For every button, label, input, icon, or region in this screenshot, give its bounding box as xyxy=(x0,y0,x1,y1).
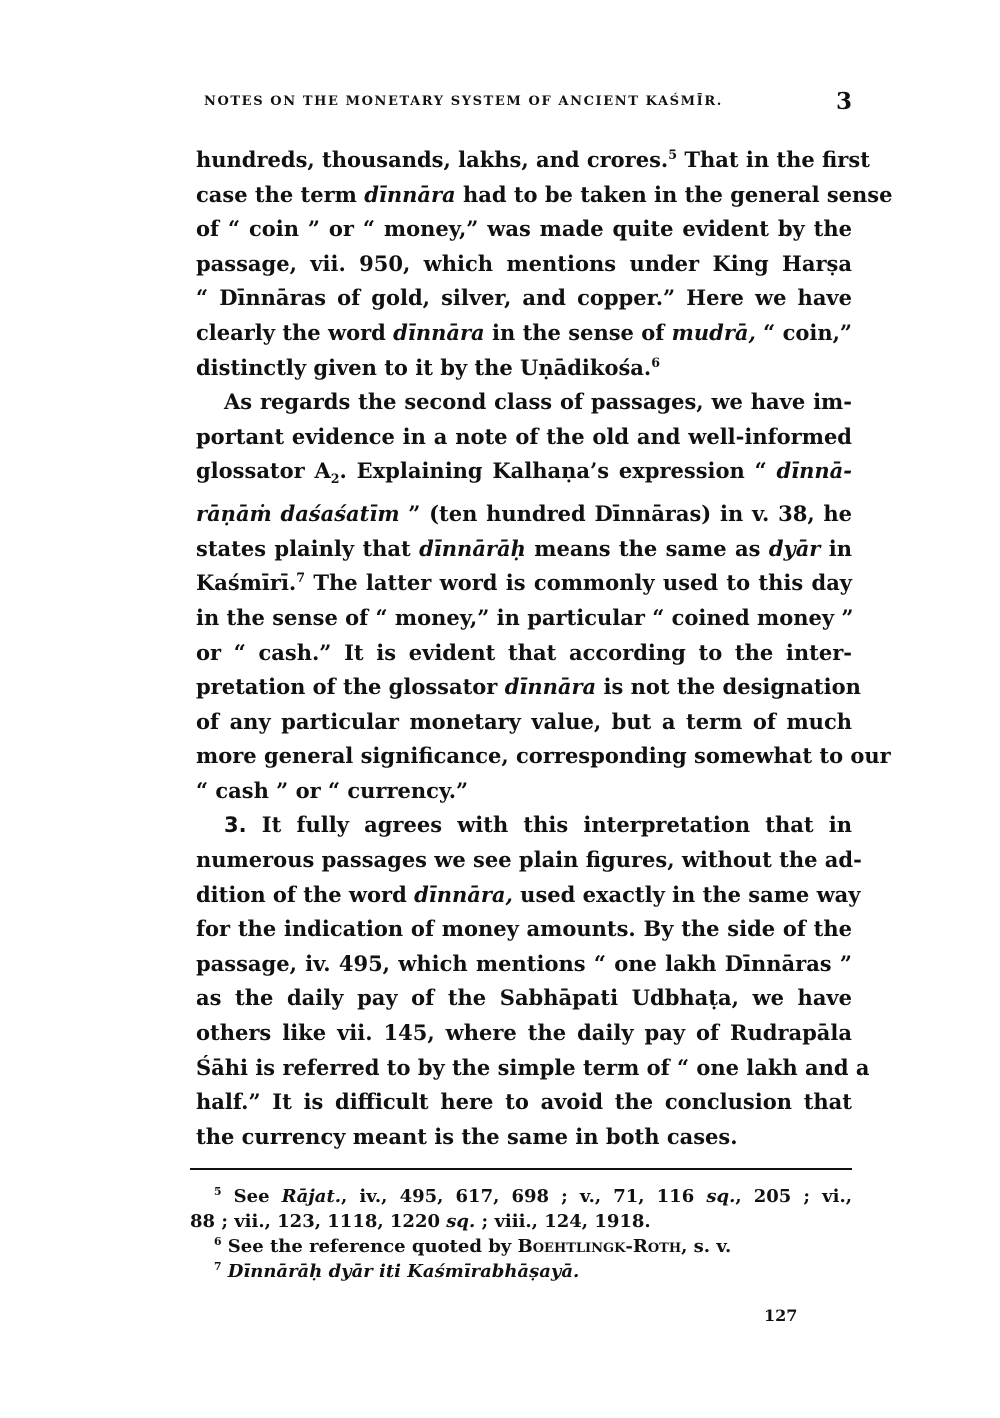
text-line: numerous passages we see plain figures, without the ad- xyxy=(196,847,862,873)
footnote-ref: 5 xyxy=(668,147,678,162)
text-line: states plainly that dīnnārāḥ means the same as dyār in xyxy=(196,535,852,561)
footnote-ref: 6 xyxy=(651,354,660,370)
page-header xyxy=(196,90,852,116)
footnote-ref: 7 xyxy=(296,570,305,586)
footnote-divider xyxy=(190,1168,852,1170)
text-line: clearly the word dīnnāra in the sense of mudrā, “ coin,” xyxy=(196,319,852,345)
text-line: the currency meant is the same in both cases. xyxy=(196,1123,738,1149)
footnote-5-cont: 88 ; vii., 123, 1118, 1220 sq. ; viii., 124, 1918. xyxy=(190,1211,651,1232)
running-head: NOTES ON THE MONETARY SYSTEM OF ANCIENT KAŚMĪR. xyxy=(204,94,723,109)
section-number: 3. xyxy=(224,813,247,838)
text-line: portant evidence in a note of the old and well-informed xyxy=(196,423,852,449)
text-line: for the indication of money amounts. By the side of the xyxy=(196,916,852,942)
text-line: pretation of the glossator dīnnāra is not the designation xyxy=(196,674,861,700)
body-text xyxy=(196,143,893,1154)
text-line: case the term dīnnāra had to be taken in the general sense xyxy=(196,181,893,207)
footnote-5: $^5$ See Rājat., iv., 495, 617, 698 ; v., 71, 116 sq., 205 ; vi., xyxy=(214,1185,853,1207)
text-line: Kaśmīrī.$^7$ The latter word is commonly used to this day xyxy=(196,570,852,596)
text-line: of any particular monetary value, but a term of much xyxy=(196,708,852,734)
folio-number: 127 xyxy=(764,1306,798,1325)
text-line: glossator $A_2$. Explaining Kalhaṇa’s expression “ dīnnā- xyxy=(196,458,852,487)
text-line: of “ coin ” or “ money,” was made quite evident by the xyxy=(196,216,852,242)
text-line: passage, vii. 950, which mentions under King Harṣa xyxy=(196,250,852,276)
text-line: others like vii. 145, where the daily pay of Rudrapāla xyxy=(196,1020,852,1046)
footnotes xyxy=(190,1184,852,1284)
text-line: rāṇāṁ daśaśatīm ” (ten hundred Dīnnāras) in v. 38, he xyxy=(196,501,853,527)
footnote-7: $^7$ Dīnnārāḥ dyār iti Kaśmīrabhāṣayā. xyxy=(214,1260,580,1282)
text-line: As regards the second class of passages, we have im- xyxy=(224,389,852,415)
text-line: hundreds, thousands, lakhs, and crores.$^5$ That in the first xyxy=(196,147,870,172)
text-line: distinctly given to it by the Uṇādikośa.$^6$ xyxy=(196,354,660,380)
text-line: half.” It is difficult here to avoid the conclusion that xyxy=(196,1089,852,1115)
text-line: “ cash ” or “ currency.” xyxy=(196,777,469,803)
text-line: as the daily pay of the Sabhāpati Udbhaṭa, we have xyxy=(196,985,852,1011)
page-number: 3 xyxy=(835,88,852,115)
text-line: in the sense of “ money,” in particular “ coined money ” xyxy=(196,604,854,630)
text-line: Śāhi is referred to by the simple term of “ one lakh and a xyxy=(196,1054,870,1080)
text-line: 3. It fully agrees with this interpretation that in xyxy=(224,812,852,838)
text-line: passage, iv. 495, which mentions “ one lakh Dīnnāras ” xyxy=(196,950,852,976)
text-line: “ Dīnnāras of gold, silver, and copper.” Here we have xyxy=(196,285,852,311)
text-line: more general significance, corresponding somewhat to our xyxy=(196,743,891,769)
text-line: or “ cash.” It is evident that according to the inter- xyxy=(196,639,852,665)
footnote-6: $^6$ See the reference quoted by Boehtlingk-Roth, s. v. xyxy=(214,1235,732,1257)
text-line: dition of the word dīnnāra, used exactly in the same way xyxy=(196,881,861,907)
